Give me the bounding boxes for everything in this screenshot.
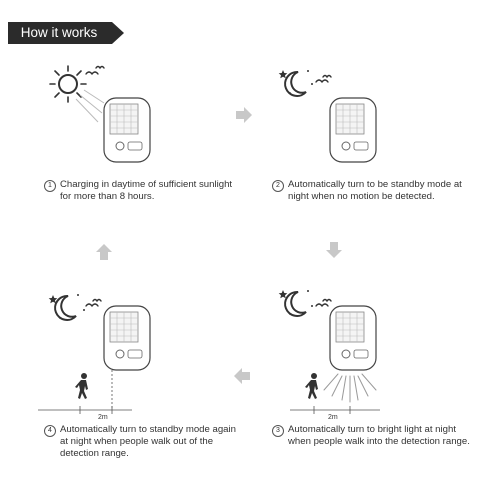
moon-icon — [285, 72, 306, 96]
step-number-badge: 3 — [272, 425, 284, 437]
step-2-text: Automatically turn to be standby mode at night when no motion be detected. — [288, 179, 462, 203]
step-1-caption — [44, 179, 234, 203]
step-4-caption — [44, 424, 244, 461]
step-2-illustration — [250, 0, 500, 250]
light-beam-icon — [324, 374, 376, 402]
arrow-up-icon — [96, 244, 112, 260]
step-number-badge: 1 — [44, 180, 56, 192]
solar-lamp-icon — [104, 98, 150, 162]
bird-icon — [86, 300, 101, 307]
step-1-text: Charging in daytime of sufficient sunlight for more than 8 hours. — [60, 179, 233, 203]
solar-lamp-icon — [330, 306, 376, 370]
distance-label-left: 2m — [98, 414, 108, 421]
bird-icon — [316, 76, 331, 83]
step-3-text: Automatically turn to bright light at night when people walk into the detection range. — [288, 424, 470, 448]
bird-icon — [86, 67, 104, 75]
arrow-down-icon — [326, 242, 342, 258]
sunlight-rays-icon — [76, 90, 104, 122]
sun-icon — [50, 66, 86, 102]
step-3 — [250, 250, 500, 500]
arrow-right-icon — [236, 107, 252, 123]
step-4 — [0, 250, 250, 500]
bird-icon — [316, 300, 331, 307]
step-number-badge: 2 — [272, 180, 284, 192]
step-1-illustration — [0, 0, 250, 250]
solar-lamp-icon — [104, 306, 150, 370]
step-number-badge: 4 — [44, 425, 56, 437]
step-4-illustration — [0, 250, 250, 500]
moon-icon — [55, 296, 76, 320]
step-4-text: Automatically turn to standby mode again at night when people walk out of the detection range. — [60, 424, 236, 460]
step-1 — [0, 0, 250, 250]
person-walking-icon — [305, 373, 318, 399]
solar-lamp-icon — [330, 98, 376, 162]
step-2 — [250, 0, 500, 250]
step-3-illustration — [250, 250, 500, 500]
moon-icon — [285, 292, 306, 316]
arrow-left-icon — [234, 368, 250, 384]
person-walking-icon — [75, 373, 88, 399]
distance-label-right: 2m — [328, 414, 338, 421]
page-title: How it works — [20, 25, 98, 40]
step-3-caption — [272, 424, 472, 448]
step-2-caption — [272, 179, 472, 203]
